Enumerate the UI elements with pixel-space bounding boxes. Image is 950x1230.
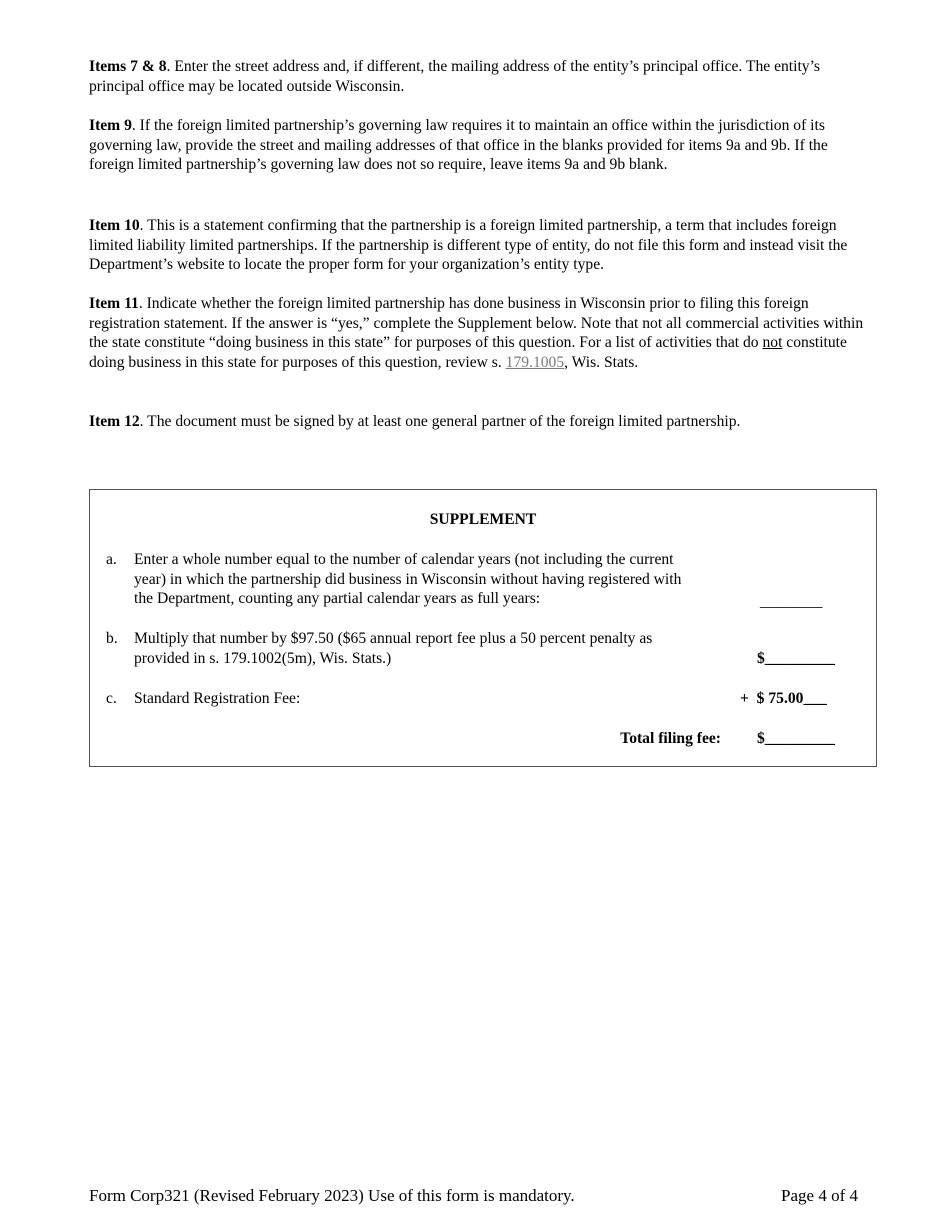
item-9-text: . If the foreign limited partnership’s governing law requires it to maintain an office within the jurisdiction of its governing law, provide the street and mailing addresses of that office in the blanks provided for items 9a and 9b. If the foreign limited partnership’s governing law does not so require, leave items 9a and 9b blank. bbox=[89, 117, 828, 174]
penalty-amount-field[interactable]: $_________ bbox=[757, 650, 835, 667]
total-fee-label: Total filing fee: bbox=[620, 730, 721, 747]
item-11-paragraph bbox=[89, 294, 864, 372]
item-11-text-after: constitute doing business in this state for purposes of this question, review s. bbox=[89, 334, 847, 371]
item-11-emphasis: not bbox=[762, 334, 783, 352]
supplement-box bbox=[89, 489, 877, 767]
row-text: Multiply that number by $97.50 ($65 annual report fee plus a 50 percent penalty as provided in s. 179.1002(5m), Wis. Stats.) bbox=[134, 630, 653, 667]
years-blank-field[interactable]: ________ bbox=[760, 593, 823, 610]
item-12-paragraph bbox=[89, 412, 864, 432]
item-10-label: Item 10 bbox=[89, 217, 140, 234]
footer-page-number: Page 4 of 4 bbox=[781, 1186, 858, 1205]
item-12-text: . The document must be signed by at least one general partner of the foreign limited partnership. bbox=[139, 413, 741, 430]
supplement-title: SUPPLEMENT bbox=[429, 511, 537, 528]
item-9-label: Item 9 bbox=[89, 117, 132, 134]
item-11-text-end: , Wis. Stats. bbox=[564, 353, 639, 371]
row-letter: b. bbox=[106, 630, 118, 647]
statute-link[interactable]: 179.1005 bbox=[505, 353, 565, 371]
item-12-label: Item 12 bbox=[89, 413, 140, 430]
row-text: Enter a whole number equal to the number of calendar years (not including the current year) in which the partnership did business in Wisconsin without having registered with the Department, counting any partial calendar years as full years: bbox=[134, 551, 682, 608]
item-7-8-text: . Enter the street address and, if different, the mailing address of the entity’s principal office. The entity’s principal office may be located outside Wisconsin. bbox=[89, 58, 820, 95]
item-7-8-label: Items 7 & 8 bbox=[89, 58, 167, 75]
item-11-text: . Indicate whether the foreign limited partnership has done business in Wisconsin prior to filing this foreign registration statement. If the answer is “yes,” complete the Supplement below. Note that not all commercial activities within the state constitute “doing business in this state” for purposes of this question. For a list of activities that do bbox=[89, 295, 864, 352]
item-10-text: . This is a statement confirming that the partnership is a foreign limited partnership, a term that includes foreign limited liability limited partnerships. If the partnership is different type of entity, do not file this form and instead visit the Department’s website to locate the proper form for your organization’s entity type. bbox=[89, 217, 848, 274]
total-fee-field[interactable]: $_________ bbox=[757, 730, 835, 747]
item-10-paragraph bbox=[89, 216, 864, 275]
row-letter: c. bbox=[106, 690, 117, 707]
row-letter: a. bbox=[106, 551, 117, 568]
item-11-label: Item 11 bbox=[89, 295, 139, 312]
registration-fee-value: + $ 75.00___ bbox=[740, 690, 827, 707]
footer-form-info: Form Corp321 (Revised February 2023) Use of this form is mandatory. bbox=[89, 1186, 575, 1205]
item-9-paragraph bbox=[89, 116, 864, 175]
row-text: Standard Registration Fee: bbox=[134, 690, 301, 707]
item-7-8-paragraph bbox=[89, 57, 864, 96]
